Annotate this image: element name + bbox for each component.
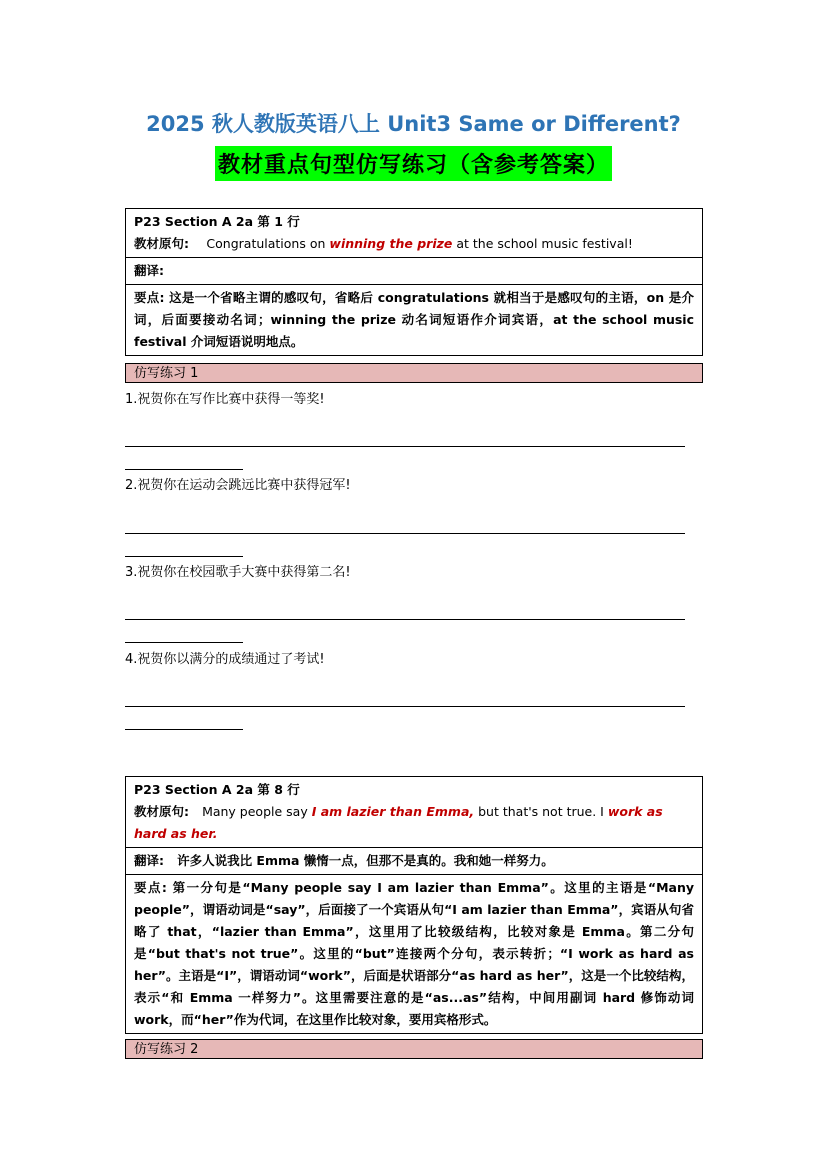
practice-2-header: 仿写练习 2 (125, 1039, 703, 1059)
answer-line[interactable] (125, 469, 243, 470)
box1-ref: P23 Section A 2a 第 1 行 (134, 214, 300, 229)
box2-original-label: 教材原句: (134, 804, 189, 819)
sentence-box-1 (125, 208, 703, 356)
practice-1-question-3: 3.祝贺你在校园歌手大赛中获得第二名! (125, 565, 351, 580)
box1-content (126, 209, 703, 258)
answer-line[interactable] (125, 533, 685, 534)
answer-line[interactable] (125, 446, 685, 447)
practice-1-question-1: 1.祝贺你在写作比赛中获得一等奖! (125, 392, 325, 407)
box2-ref: P23 Section A 2a 第 8 行 (134, 782, 300, 797)
answer-line[interactable] (125, 642, 243, 643)
sentence-box-2 (125, 776, 703, 1034)
practice-1-question-2: 2.祝贺你在运动会跳远比赛中获得冠军! (125, 478, 351, 493)
box2-note: 要点: 第一分句是“Many people say I am lazier than Emma”。这里的主语是“Many people”，谓语动词是“say”，后面接了一个宾语从句“I am lazier than Emma”，宾语从句省略了 that，“lazier than Emma”，这里用了比较级结构，比较对象是 Emma。第二分句是“but that's not true”。这里的“but”连接两个分句，表示转折；“I work as hard as her”。主语是“I”，谓语动词“work”，后面是状语部分“as hard as her”，这是一个比较结构，表示“和 Emma 一样努力”。这里需要注意的是“as...as”结构，中间用副词 hard 修饰动词 work，而“her”作为代词，在这里作比较对象，要用宾格形式。 (126, 875, 703, 1034)
page-subtitle: 教材重点句型仿写练习（含参考答案） (215, 146, 612, 181)
box2-highlight-1: I am lazier than Emma, (311, 804, 475, 819)
answer-line[interactable] (125, 556, 243, 557)
box2-content (126, 777, 703, 848)
answer-line[interactable] (125, 619, 685, 620)
box1-translation: 翻译: (126, 258, 703, 285)
page-title: 2025 秋人教版英语八上 Unit3 Same or Different? (146, 112, 681, 136)
answer-line[interactable] (125, 706, 685, 707)
practice-1-question-4: 4.祝贺你以满分的成绩通过了考试! (125, 652, 325, 667)
box2-original: 教材原句: Many people say I am lazier than Emma, but that's not true. I work as hard as her. (134, 804, 663, 841)
box2-translation-text: 许多人说我比 Emma 懒惰一点，但那不是真的。我和她一样努力。 (177, 853, 554, 868)
practice-1-header: 仿写练习 1 (125, 363, 703, 383)
box2-highlight-2: work as hard as her. (134, 804, 663, 841)
box2-translation: 翻译: 许多人说我比 Emma 懒惰一点，但那不是真的。我和她一样努力。 (126, 848, 703, 875)
answer-line[interactable] (125, 729, 243, 730)
box1-original-label: 教材原句: (134, 236, 189, 251)
box1-highlight: winning the prize (329, 236, 453, 251)
box1-original: 教材原句: Congratulations on winning the prize at the school music festival! (134, 236, 633, 251)
box1-note: 要点: 这是一个省略主谓的感叹句，省略后 congratulations 就相当于是感叹句的主语，on 是介词，后面要接动名词；winning the prize 动名词短语作介词宾语，at the school music festival 介词短语说明地点。 (126, 285, 703, 356)
